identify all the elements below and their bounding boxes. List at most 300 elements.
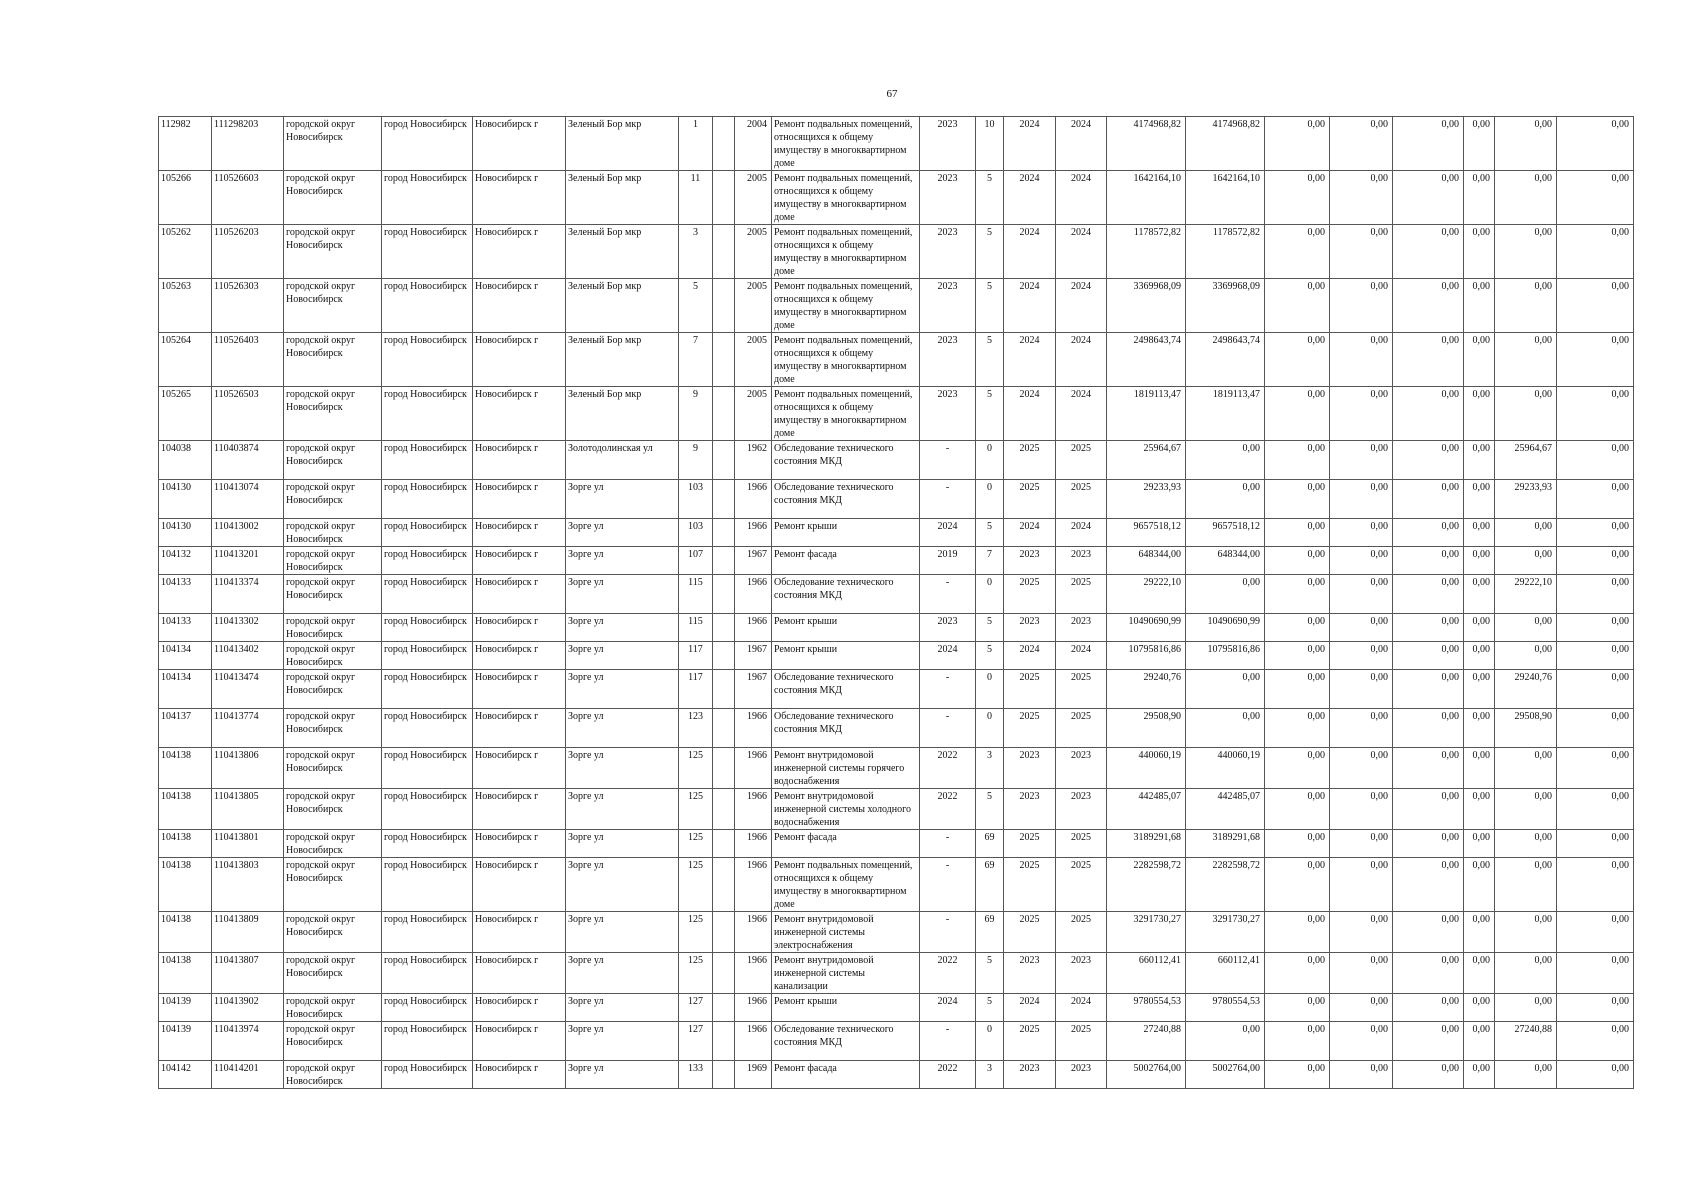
cell-cost-col-19: 0,00 <box>1393 642 1464 670</box>
cell-plan-start-year: 2025 <box>1004 670 1056 709</box>
table-row <box>159 225 1634 279</box>
cell-work-type: Ремонт подвальных помещений, относящихся к общему имуществу в многоквартирном доме <box>772 225 920 279</box>
cell-plan-end-year: 2023 <box>1056 547 1107 575</box>
cell-wear-percent: 5 <box>976 333 1004 387</box>
cell-cost-col-17: 0,00 <box>1265 953 1330 994</box>
cell-year-built: 2004 <box>735 117 772 171</box>
cell-cost-col-22: 0,00 <box>1557 670 1634 709</box>
cell-plan-start-year: 2025 <box>1004 1022 1056 1061</box>
cell-house-number: 9 <box>679 387 713 441</box>
cell-cost-col-22: 0,00 <box>1557 480 1634 519</box>
cell-cost-col-22: 0,00 <box>1557 858 1634 912</box>
table-row <box>159 830 1634 858</box>
cell-building <box>713 789 735 830</box>
cell-cost-fund: 660112,41 <box>1186 953 1265 994</box>
cell-total-cost: 29240,76 <box>1107 670 1186 709</box>
cell-cost-col-21: 0,00 <box>1495 614 1557 642</box>
cell-wear-percent: 0 <box>976 1022 1004 1061</box>
cell-cost-col-17: 0,00 <box>1265 117 1330 171</box>
cell-house-number: 125 <box>679 789 713 830</box>
cell-plan-end-year: 2024 <box>1056 117 1107 171</box>
cell-cost-col-18: 0,00 <box>1330 709 1393 748</box>
cell-municipality: городской округ Новосибирск <box>284 1061 382 1089</box>
cell-year-built: 1962 <box>735 441 772 480</box>
cell-plan-end-year: 2025 <box>1056 670 1107 709</box>
cell-house-id: 104139 <box>159 1022 212 1061</box>
cell-house-number: 115 <box>679 575 713 614</box>
cell-cost-col-19: 0,00 <box>1393 830 1464 858</box>
cell-object-code: 110413774 <box>212 709 284 748</box>
cell-plan-end-year: 2025 <box>1056 858 1107 912</box>
cell-settlement: город Новосибирск <box>382 1022 473 1061</box>
cell-cost-col-18: 0,00 <box>1330 1022 1393 1061</box>
cell-work-type: Ремонт подвальных помещений, относящихся к общему имуществу в многоквартирном доме <box>772 387 920 441</box>
cell-municipality: городской округ Новосибирск <box>284 642 382 670</box>
cell-cost-col-21: 0,00 <box>1495 547 1557 575</box>
cell-city: Новосибирск г <box>473 387 566 441</box>
cell-object-code: 110413302 <box>212 614 284 642</box>
cell-house-number: 125 <box>679 830 713 858</box>
cell-plan-start-year: 2023 <box>1004 547 1056 575</box>
cell-street: Зорге ул <box>566 575 679 614</box>
cell-year-last-repair: 2022 <box>920 1061 976 1089</box>
cell-cost-col-18: 0,00 <box>1330 441 1393 480</box>
cell-cost-col-17: 0,00 <box>1265 1022 1330 1061</box>
cell-cost-fund: 3369968,09 <box>1186 279 1265 333</box>
cell-settlement: город Новосибирск <box>382 171 473 225</box>
cell-street: Зорге ул <box>566 994 679 1022</box>
table-row <box>159 480 1634 519</box>
table-row <box>159 789 1634 830</box>
cell-object-code: 110526303 <box>212 279 284 333</box>
cell-city: Новосибирск г <box>473 575 566 614</box>
cell-cost-col-18: 0,00 <box>1330 117 1393 171</box>
cell-wear-percent: 5 <box>976 519 1004 547</box>
cell-house-id: 105262 <box>159 225 212 279</box>
cell-cost-col-19: 0,00 <box>1393 789 1464 830</box>
cell-year-last-repair: 2023 <box>920 333 976 387</box>
cell-plan-start-year: 2025 <box>1004 858 1056 912</box>
cell-year-built: 1966 <box>735 789 772 830</box>
cell-object-code: 110413807 <box>212 953 284 994</box>
cell-wear-percent: 5 <box>976 387 1004 441</box>
cell-settlement: город Новосибирск <box>382 858 473 912</box>
table-body <box>159 117 1634 1089</box>
cell-cost-col-17: 0,00 <box>1265 1061 1330 1089</box>
cell-plan-end-year: 2024 <box>1056 171 1107 225</box>
cell-house-id: 104133 <box>159 614 212 642</box>
cell-city: Новосибирск г <box>473 670 566 709</box>
cell-year-last-repair: 2022 <box>920 789 976 830</box>
cell-cost-fund: 648344,00 <box>1186 547 1265 575</box>
cell-plan-start-year: 2023 <box>1004 953 1056 994</box>
cell-municipality: городской округ Новосибирск <box>284 670 382 709</box>
cell-total-cost: 1642164,10 <box>1107 171 1186 225</box>
cell-cost-col-20: 0,00 <box>1464 709 1495 748</box>
cell-year-last-repair: 2024 <box>920 519 976 547</box>
cell-plan-end-year: 2024 <box>1056 333 1107 387</box>
table-row <box>159 117 1634 171</box>
cell-cost-col-19: 0,00 <box>1393 912 1464 953</box>
cell-year-last-repair: 2023 <box>920 387 976 441</box>
cell-cost-col-17: 0,00 <box>1265 789 1330 830</box>
cell-house-id: 104138 <box>159 789 212 830</box>
cell-city: Новосибирск г <box>473 279 566 333</box>
cell-cost-fund: 5002764,00 <box>1186 1061 1265 1089</box>
cell-cost-fund: 440060,19 <box>1186 748 1265 789</box>
cell-year-last-repair: 2019 <box>920 547 976 575</box>
cell-street: Зорге ул <box>566 858 679 912</box>
cell-street: Зеленый Бор мкр <box>566 225 679 279</box>
cell-cost-fund: 4174968,82 <box>1186 117 1265 171</box>
cell-cost-col-20: 0,00 <box>1464 1022 1495 1061</box>
cell-cost-col-20: 0,00 <box>1464 953 1495 994</box>
cell-building <box>713 953 735 994</box>
cell-cost-col-22: 0,00 <box>1557 279 1634 333</box>
cell-total-cost: 660112,41 <box>1107 953 1186 994</box>
cell-house-id: 104132 <box>159 547 212 575</box>
cell-house-id: 105263 <box>159 279 212 333</box>
cell-plan-end-year: 2025 <box>1056 830 1107 858</box>
table-row <box>159 171 1634 225</box>
cell-year-last-repair: - <box>920 441 976 480</box>
cell-house-id: 112982 <box>159 117 212 171</box>
cell-cost-fund: 9780554,53 <box>1186 994 1265 1022</box>
cell-municipality: городской округ Новосибирск <box>284 441 382 480</box>
cell-work-type: Ремонт крыши <box>772 994 920 1022</box>
cell-plan-start-year: 2024 <box>1004 994 1056 1022</box>
cell-cost-col-19: 0,00 <box>1393 519 1464 547</box>
cell-cost-col-17: 0,00 <box>1265 279 1330 333</box>
cell-cost-fund: 9657518,12 <box>1186 519 1265 547</box>
cell-object-code: 110526403 <box>212 333 284 387</box>
cell-year-last-repair: 2022 <box>920 953 976 994</box>
cell-cost-col-21: 0,00 <box>1495 171 1557 225</box>
cell-cost-col-19: 0,00 <box>1393 387 1464 441</box>
cell-municipality: городской округ Новосибирск <box>284 387 382 441</box>
cell-municipality: городской округ Новосибирск <box>284 171 382 225</box>
cell-settlement: город Новосибирск <box>382 575 473 614</box>
cell-settlement: город Новосибирск <box>382 480 473 519</box>
cell-settlement: город Новосибирск <box>382 441 473 480</box>
cell-total-cost: 3291730,27 <box>1107 912 1186 953</box>
cell-cost-col-21: 0,00 <box>1495 279 1557 333</box>
table-row <box>159 614 1634 642</box>
cell-building <box>713 858 735 912</box>
register-table <box>158 116 1634 1089</box>
cell-cost-col-18: 0,00 <box>1330 789 1393 830</box>
table-row <box>159 642 1634 670</box>
cell-year-last-repair: - <box>920 830 976 858</box>
cell-house-number: 125 <box>679 953 713 994</box>
cell-city: Новосибирск г <box>473 225 566 279</box>
cell-work-type: Ремонт подвальных помещений, относящихся к общему имуществу в многоквартирном доме <box>772 171 920 225</box>
cell-building <box>713 519 735 547</box>
cell-plan-end-year: 2024 <box>1056 642 1107 670</box>
cell-cost-col-19: 0,00 <box>1393 279 1464 333</box>
cell-cost-col-20: 0,00 <box>1464 225 1495 279</box>
cell-cost-col-18: 0,00 <box>1330 547 1393 575</box>
cell-cost-col-20: 0,00 <box>1464 1061 1495 1089</box>
cell-object-code: 111298203 <box>212 117 284 171</box>
table-row <box>159 1022 1634 1061</box>
cell-city: Новосибирск г <box>473 789 566 830</box>
cell-cost-col-18: 0,00 <box>1330 953 1393 994</box>
cell-object-code: 110413201 <box>212 547 284 575</box>
cell-cost-col-18: 0,00 <box>1330 519 1393 547</box>
cell-plan-end-year: 2024 <box>1056 225 1107 279</box>
cell-cost-col-19: 0,00 <box>1393 575 1464 614</box>
cell-cost-col-18: 0,00 <box>1330 614 1393 642</box>
cell-cost-col-17: 0,00 <box>1265 830 1330 858</box>
cell-work-type: Ремонт крыши <box>772 519 920 547</box>
cell-cost-col-19: 0,00 <box>1393 225 1464 279</box>
cell-object-code: 110413801 <box>212 830 284 858</box>
cell-building <box>713 547 735 575</box>
cell-cost-col-21: 0,00 <box>1495 519 1557 547</box>
cell-house-number: 125 <box>679 858 713 912</box>
cell-wear-percent: 69 <box>976 912 1004 953</box>
cell-settlement: город Новосибирск <box>382 614 473 642</box>
cell-cost-col-18: 0,00 <box>1330 670 1393 709</box>
cell-cost-col-22: 0,00 <box>1557 387 1634 441</box>
cell-municipality: городской округ Новосибирск <box>284 789 382 830</box>
cell-work-type: Обследование технического состояния МКД <box>772 575 920 614</box>
cell-cost-col-17: 0,00 <box>1265 912 1330 953</box>
cell-cost-col-18: 0,00 <box>1330 387 1393 441</box>
cell-cost-col-19: 0,00 <box>1393 333 1464 387</box>
cell-year-last-repair: 2023 <box>920 225 976 279</box>
cell-house-id: 104138 <box>159 830 212 858</box>
cell-city: Новосибирск г <box>473 912 566 953</box>
cell-object-code: 110414201 <box>212 1061 284 1089</box>
cell-cost-col-22: 0,00 <box>1557 333 1634 387</box>
cell-building <box>713 994 735 1022</box>
cell-object-code: 110413974 <box>212 1022 284 1061</box>
cell-cost-col-21: 0,00 <box>1495 387 1557 441</box>
cell-cost-col-18: 0,00 <box>1330 171 1393 225</box>
cell-house-number: 125 <box>679 748 713 789</box>
cell-year-built: 1966 <box>735 709 772 748</box>
cell-object-code: 110413902 <box>212 994 284 1022</box>
cell-cost-fund: 442485,07 <box>1186 789 1265 830</box>
cell-cost-fund: 0,00 <box>1186 575 1265 614</box>
cell-total-cost: 1819113,47 <box>1107 387 1186 441</box>
cell-city: Новосибирск г <box>473 642 566 670</box>
cell-house-number: 103 <box>679 519 713 547</box>
cell-object-code: 110413402 <box>212 642 284 670</box>
cell-year-built: 1966 <box>735 480 772 519</box>
cell-street: Зеленый Бор мкр <box>566 117 679 171</box>
cell-cost-fund: 1642164,10 <box>1186 171 1265 225</box>
cell-cost-col-18: 0,00 <box>1330 748 1393 789</box>
cell-plan-start-year: 2025 <box>1004 480 1056 519</box>
cell-street: Зорге ул <box>566 830 679 858</box>
cell-cost-col-22: 0,00 <box>1557 547 1634 575</box>
cell-cost-col-21: 29222,10 <box>1495 575 1557 614</box>
cell-work-type: Ремонт внутридомовой инженерной системы канализации <box>772 953 920 994</box>
cell-plan-start-year: 2024 <box>1004 117 1056 171</box>
cell-municipality: городской округ Новосибирск <box>284 953 382 994</box>
cell-city: Новосибирск г <box>473 830 566 858</box>
cell-municipality: городской округ Новосибирск <box>284 614 382 642</box>
cell-plan-start-year: 2023 <box>1004 614 1056 642</box>
cell-cost-col-18: 0,00 <box>1330 858 1393 912</box>
cell-cost-col-21: 0,00 <box>1495 858 1557 912</box>
cell-year-built: 1967 <box>735 547 772 575</box>
cell-settlement: город Новосибирск <box>382 709 473 748</box>
cell-cost-fund: 0,00 <box>1186 670 1265 709</box>
cell-cost-col-21: 0,00 <box>1495 912 1557 953</box>
cell-plan-end-year: 2025 <box>1056 575 1107 614</box>
cell-total-cost: 3369968,09 <box>1107 279 1186 333</box>
cell-cost-fund: 0,00 <box>1186 480 1265 519</box>
cell-cost-col-19: 0,00 <box>1393 547 1464 575</box>
cell-year-built: 1966 <box>735 953 772 994</box>
cell-year-built: 1967 <box>735 670 772 709</box>
cell-city: Новосибирск г <box>473 441 566 480</box>
cell-total-cost: 442485,07 <box>1107 789 1186 830</box>
cell-settlement: город Новосибирск <box>382 953 473 994</box>
cell-building <box>713 670 735 709</box>
cell-year-last-repair: 2024 <box>920 994 976 1022</box>
cell-street: Зеленый Бор мкр <box>566 333 679 387</box>
cell-cost-col-20: 0,00 <box>1464 614 1495 642</box>
cell-cost-col-18: 0,00 <box>1330 575 1393 614</box>
cell-wear-percent: 0 <box>976 480 1004 519</box>
cell-municipality: городской округ Новосибирск <box>284 575 382 614</box>
cell-year-last-repair: 2023 <box>920 171 976 225</box>
cell-cost-col-22: 0,00 <box>1557 225 1634 279</box>
cell-house-number: 127 <box>679 994 713 1022</box>
cell-city: Новосибирск г <box>473 748 566 789</box>
cell-cost-col-20: 0,00 <box>1464 748 1495 789</box>
cell-house-number: 115 <box>679 614 713 642</box>
cell-house-id: 105266 <box>159 171 212 225</box>
cell-wear-percent: 5 <box>976 789 1004 830</box>
cell-plan-start-year: 2025 <box>1004 912 1056 953</box>
cell-year-last-repair: - <box>920 575 976 614</box>
cell-total-cost: 648344,00 <box>1107 547 1186 575</box>
table-row <box>159 547 1634 575</box>
table-row <box>159 670 1634 709</box>
cell-cost-col-20: 0,00 <box>1464 279 1495 333</box>
cell-object-code: 110526503 <box>212 387 284 441</box>
cell-municipality: городской округ Новосибирск <box>284 117 382 171</box>
cell-object-code: 110413803 <box>212 858 284 912</box>
cell-wear-percent: 5 <box>976 171 1004 225</box>
cell-cost-col-21: 0,00 <box>1495 789 1557 830</box>
cell-cost-col-21: 0,00 <box>1495 994 1557 1022</box>
cell-total-cost: 9780554,53 <box>1107 994 1186 1022</box>
cell-plan-end-year: 2025 <box>1056 1022 1107 1061</box>
cell-house-id: 104038 <box>159 441 212 480</box>
cell-wear-percent: 0 <box>976 575 1004 614</box>
cell-plan-start-year: 2025 <box>1004 575 1056 614</box>
cell-work-type: Ремонт внутридомовой инженерной системы электроснабжения <box>772 912 920 953</box>
cell-plan-end-year: 2023 <box>1056 614 1107 642</box>
cell-plan-end-year: 2024 <box>1056 387 1107 441</box>
cell-cost-fund: 3291730,27 <box>1186 912 1265 953</box>
cell-cost-col-20: 0,00 <box>1464 480 1495 519</box>
cell-settlement: город Новосибирск <box>382 225 473 279</box>
cell-plan-start-year: 2023 <box>1004 789 1056 830</box>
cell-cost-col-19: 0,00 <box>1393 709 1464 748</box>
cell-house-number: 125 <box>679 912 713 953</box>
cell-plan-start-year: 2024 <box>1004 519 1056 547</box>
cell-cost-col-22: 0,00 <box>1557 1022 1634 1061</box>
table-row <box>159 748 1634 789</box>
cell-total-cost: 2498643,74 <box>1107 333 1186 387</box>
cell-plan-end-year: 2023 <box>1056 1061 1107 1089</box>
cell-object-code: 110526203 <box>212 225 284 279</box>
cell-year-built: 2005 <box>735 333 772 387</box>
cell-street: Зорге ул <box>566 480 679 519</box>
cell-year-last-repair: 2023 <box>920 614 976 642</box>
cell-cost-col-18: 0,00 <box>1330 1061 1393 1089</box>
cell-cost-col-18: 0,00 <box>1330 333 1393 387</box>
cell-cost-col-21: 0,00 <box>1495 333 1557 387</box>
cell-cost-col-19: 0,00 <box>1393 1061 1464 1089</box>
cell-house-number: 1 <box>679 117 713 171</box>
cell-cost-col-17: 0,00 <box>1265 614 1330 642</box>
cell-house-id: 105264 <box>159 333 212 387</box>
cell-year-built: 1966 <box>735 1022 772 1061</box>
cell-plan-end-year: 2024 <box>1056 519 1107 547</box>
cell-municipality: городской округ Новосибирск <box>284 1022 382 1061</box>
cell-settlement: город Новосибирск <box>382 830 473 858</box>
table-row <box>159 709 1634 748</box>
cell-settlement: город Новосибирск <box>382 642 473 670</box>
cell-total-cost: 440060,19 <box>1107 748 1186 789</box>
cell-cost-col-18: 0,00 <box>1330 912 1393 953</box>
cell-plan-end-year: 2024 <box>1056 279 1107 333</box>
cell-building <box>713 830 735 858</box>
cell-work-type: Ремонт крыши <box>772 642 920 670</box>
cell-building <box>713 642 735 670</box>
cell-house-number: 103 <box>679 480 713 519</box>
cell-cost-col-20: 0,00 <box>1464 547 1495 575</box>
cell-year-built: 2005 <box>735 171 772 225</box>
cell-street: Зорге ул <box>566 912 679 953</box>
cell-cost-col-20: 0,00 <box>1464 441 1495 480</box>
cell-street: Зорге ул <box>566 1022 679 1061</box>
cell-total-cost: 29508,90 <box>1107 709 1186 748</box>
cell-cost-col-17: 0,00 <box>1265 441 1330 480</box>
cell-cost-col-19: 0,00 <box>1393 748 1464 789</box>
cell-cost-col-19: 0,00 <box>1393 994 1464 1022</box>
cell-cost-fund: 2282598,72 <box>1186 858 1265 912</box>
table-row <box>159 1061 1634 1089</box>
cell-work-type: Ремонт крыши <box>772 614 920 642</box>
cell-settlement: город Новосибирск <box>382 547 473 575</box>
cell-year-built: 1969 <box>735 1061 772 1089</box>
cell-house-id: 104134 <box>159 642 212 670</box>
cell-city: Новосибирск г <box>473 519 566 547</box>
cell-plan-end-year: 2025 <box>1056 480 1107 519</box>
cell-municipality: городской округ Новосибирск <box>284 333 382 387</box>
cell-total-cost: 25964,67 <box>1107 441 1186 480</box>
cell-cost-col-19: 0,00 <box>1393 670 1464 709</box>
cell-cost-col-21: 29233,93 <box>1495 480 1557 519</box>
table-row <box>159 994 1634 1022</box>
cell-municipality: городской округ Новосибирск <box>284 279 382 333</box>
cell-cost-col-19: 0,00 <box>1393 858 1464 912</box>
cell-settlement: город Новосибирск <box>382 117 473 171</box>
cell-plan-end-year: 2024 <box>1056 994 1107 1022</box>
cell-house-number: 5 <box>679 279 713 333</box>
table-row <box>159 333 1634 387</box>
